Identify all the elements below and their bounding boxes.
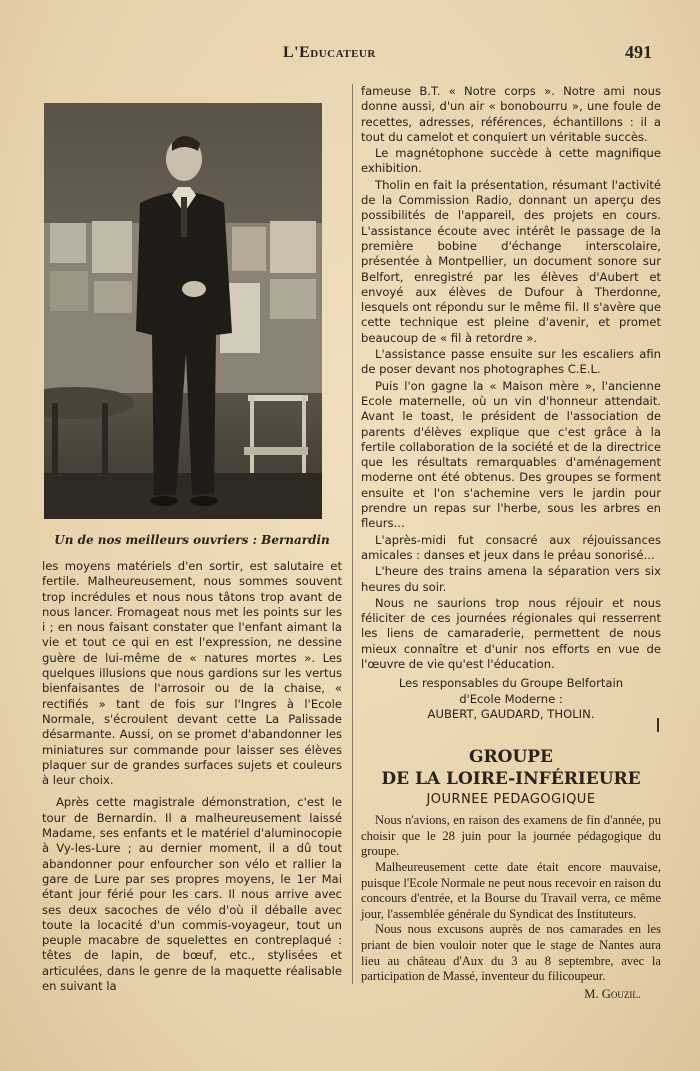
margin-mark xyxy=(657,718,659,732)
right-paragraph-8: Nous ne saurions trop nous réjouir et nous féliciter de ces journées régionales qui resserrent les liens de camaraderie, permettent de nous mieux connaître et d'unir nos efforts en vue de l'œuvre de vie qu'est l'éducation. xyxy=(361,595,661,671)
right-paragraph-1: fameuse B.T. « Notre corps ». Notre ami nous donne aussi, d'un air « bonobourru », une foule de recettes, adresses, références, échantillons : il a tout du camelot et conquiert un véritable succès. xyxy=(361,84,661,144)
signature-line-3: AUBERT, GAUDARD, THOLIN. xyxy=(427,706,595,721)
section-paragraph-2: Malheureusement cette date était encore mauvaise, puisque l'Ecole Normale ne peut nous recevoir en raison du concours d'entrée, et la Bourse du Travail verra, ce même jour, l'assemblée générale du Syndicat des Instituteurs. xyxy=(361,859,661,921)
photo-bernardin xyxy=(44,103,322,519)
right-column xyxy=(361,84,661,1002)
left-paragraph-2: Après cette magistrale démonstration, c'est le tour de Bernardin. Il a malheureusement laissé Madame, ses enfants et le matériel d'aluminocopie à Vy-les-Lure ; au dernier moment, il a dû tout abandonner pour enfourcher son vélo et rallier la gare de Lure par ses propres moyens, le 1er Mai étant jour férié pour les cars. Il nous arrive avec ses deux sacoches de vélo d'où il déballe avec toute la locacité d'un commis-voyageur, tout un peuple macabre de squelettes en contreplaqué : têtes de lapin, de bœuf, etc., stylisées et articulées, dans le genre de la maquette réalisable en suivant la xyxy=(42,795,342,994)
right-paragraph-2: Le magnétophone succède à cette magnifique exhibition. xyxy=(361,146,661,176)
section-title-line-2: DE LA LOIRE-INFÉRIEURE xyxy=(381,769,641,790)
column-divider xyxy=(352,84,353,984)
photo-caption: Un de nos meilleurs ouvriers : Bernardin xyxy=(54,533,330,547)
left-column xyxy=(42,103,342,994)
section-subtitle: JOURNEE PEDAGOGIQUE xyxy=(426,792,596,808)
loire-section xyxy=(361,746,661,1002)
photo-image xyxy=(44,103,322,519)
left-paragraph-1: les moyens matériels d'en sortir, est salutaire et fertile. Malheureusement, nous sommes souvent trop incrédules et nous nous tâtons trop avant de nous lancer. Fromageat nous met les points sur les i ; en nous faisant constater que l'enfant aimant la vie et tout ce qui en est l'expression, ne dessine guère de lui-même de « natures mortes ». Les quelques illusions que nous gardions sur les vertus bienfaisantes de l'arrosoir ou de la chaise, « rectifiés » tant de fois sur l'Ingres à l'Ecole Normale, s'écroulent devant cette La Palissade désarmante. Aussi, on se promet d'abandonner les miniatures sur commande pour laisser ses élèves plaquer sur de grandes surfaces sujets et couleurs à leur choix. xyxy=(42,559,342,788)
journal-title: L'Educateur xyxy=(283,44,376,61)
signature-line-2: d'Ecole Moderne : xyxy=(459,691,563,706)
right-paragraph-4: L'assistance passe ensuite sur les escaliers afin de poser devant nos photographes C.E.L. xyxy=(361,347,661,377)
page-number: 491 xyxy=(625,42,652,62)
running-head xyxy=(0,44,700,68)
section-signature: M. Gouzil. xyxy=(584,986,641,1001)
section-title-line-1: GROUPE xyxy=(468,747,554,768)
signature-line-1: Les responsables du Groupe Belfortain xyxy=(398,676,624,691)
right-paragraph-6: L'après-midi fut consacré aux réjouissances amicales : danses et jeux dans le préau sonorisé... xyxy=(361,532,661,562)
section-paragraph-1: Nous n'avions, en raison des examens de fin d'année, pu choisir que le 28 juin pour la journée pédagogique du groupe. xyxy=(361,813,661,859)
right-paragraph-5: Puis l'on gagne la « Maison mère », l'ancienne Ecole maternelle, où un vin d'honneur attendait. Avant le toast, le président de l'association de parents d'élèves explique que c'est grâce à la fertile collaboration de la société et de la directrice que les résultats remarquables d'aménagement moderne ont été obtenus. Des groupes se forment ensuite et l'on s'achemine vers le jardin pour prendre un repas sur l'herbe, sous les arbres en fleurs... xyxy=(361,378,661,531)
right-paragraph-3: Tholin en fait la présentation, résumant l'activité de la Commission Radio, donnant un aperçu des possibilités de l'appareil, des projets en cours. L'assistance écoute avec intérêt le passage de la première bobine d'échange interscolaire, présentée à Montpellier, un document sonore sur Belfort, enregistré par les élèves d'Aubert et envoyé aux élèves de Dufour à Therdonne, lesquels ont répondu sur le même fil. Il s'avère que cette technique est pleine d'avenir, et promet beaucoup de « fil à retordre ». xyxy=(361,177,661,345)
section-paragraph-3: Nous nous excusons auprès de nos camarades en les priant de bien vouloir noter que le stage de Nantes aura lieu au château d'Aux du 3 au 8 septembre, avec la participation de Massé, inventeur du filicoupeur. xyxy=(361,922,661,984)
belfort-signature xyxy=(361,676,661,722)
right-paragraph-7: L'heure des trains amena la séparation vers six heures du soir. xyxy=(361,564,661,594)
